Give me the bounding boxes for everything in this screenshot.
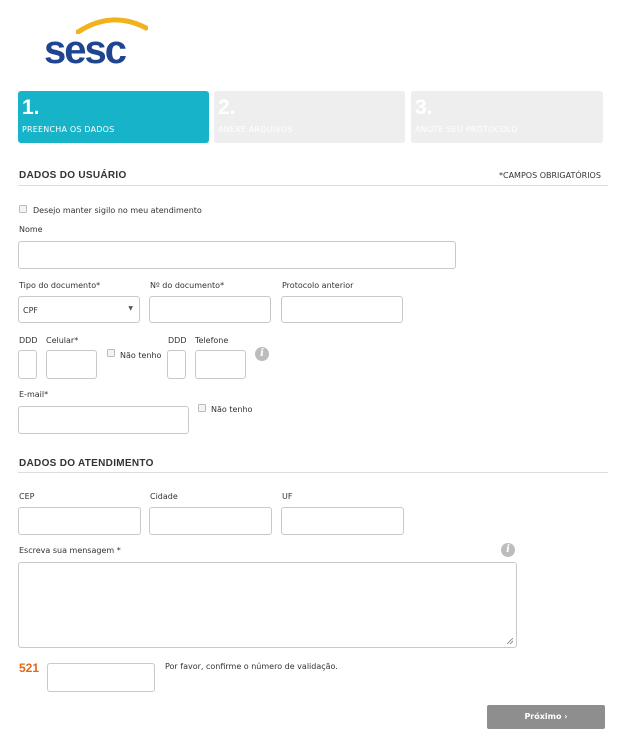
message-label: Escreva sua mensagem * <box>19 546 121 555</box>
step-number: 1. <box>22 96 40 119</box>
step-number: 3. <box>415 96 433 119</box>
cep-input[interactable] <box>18 507 141 535</box>
sesc-logo <box>40 12 150 72</box>
user-section-title: DADOS DO USUÁRIO <box>19 170 127 181</box>
secrecy-checkbox-label: Desejo manter sigilo no meu atendimento <box>33 206 202 215</box>
no-email-checkbox[interactable] <box>198 404 206 412</box>
captcha-instruction: Por favor, confirme o número de validação. <box>165 662 338 671</box>
doc-type-label: Tipo do documento* <box>19 281 101 290</box>
info-icon[interactable]: i <box>255 347 269 361</box>
step-2 <box>214 91 405 143</box>
step-number: 2. <box>218 96 236 119</box>
required-fields-note: *CAMPOS OBRIGATÓRIOS <box>499 171 601 180</box>
email-input[interactable] <box>18 406 189 434</box>
service-section-title: DADOS DO ATENDIMENTO <box>19 458 154 469</box>
doc-type-value: CPF <box>23 306 39 315</box>
city-input[interactable] <box>149 507 272 535</box>
step-3 <box>411 91 603 143</box>
cell-label: Celular* <box>46 336 79 345</box>
name-label: Nome <box>19 225 43 234</box>
phone-label: Telefone <box>195 336 229 345</box>
no-email-label: Não tenho <box>211 405 253 414</box>
info-icon[interactable]: i <box>501 543 515 557</box>
step-label: PREENCHA OS DADOS <box>22 125 115 134</box>
step-1 <box>18 91 209 143</box>
doc-type-select[interactable] <box>18 296 140 323</box>
captcha-code: 521 <box>19 661 40 675</box>
uf-label: UF <box>282 492 293 501</box>
phone-ddd-input[interactable] <box>167 350 186 379</box>
section-divider <box>18 472 608 473</box>
doc-number-label: Nº do documento* <box>150 281 225 290</box>
secrecy-checkbox[interactable] <box>19 205 27 213</box>
doc-number-input[interactable] <box>149 296 271 323</box>
cell-input[interactable] <box>46 350 97 379</box>
message-textarea[interactable] <box>18 562 517 648</box>
no-cell-label: Não tenho <box>120 351 162 360</box>
ddd-label: DDD <box>168 336 187 345</box>
cep-label: CEP <box>19 492 35 501</box>
cell-ddd-input[interactable] <box>18 350 37 379</box>
step-label: ANEXE ARQUIVOS <box>218 125 293 134</box>
logo-text: sesc <box>44 28 125 72</box>
next-button[interactable]: Próximo › <box>487 705 605 729</box>
name-input[interactable] <box>18 241 456 269</box>
phone-input[interactable] <box>195 350 246 379</box>
captcha-input[interactable] <box>47 663 155 692</box>
ddd-label: DDD <box>19 336 38 345</box>
resize-handle-icon[interactable] <box>507 638 513 644</box>
email-label: E-mail* <box>19 390 49 399</box>
uf-input[interactable] <box>281 507 404 535</box>
city-label: Cidade <box>150 492 178 501</box>
previous-protocol-input[interactable] <box>281 296 403 323</box>
no-cell-checkbox[interactable] <box>107 349 115 357</box>
section-divider <box>18 185 608 186</box>
step-label: ANOTE SEU PROTOCOLO <box>415 125 518 134</box>
previous-protocol-label: Protocolo anterior <box>282 281 354 290</box>
chevron-down-icon: ▼ <box>128 305 133 312</box>
